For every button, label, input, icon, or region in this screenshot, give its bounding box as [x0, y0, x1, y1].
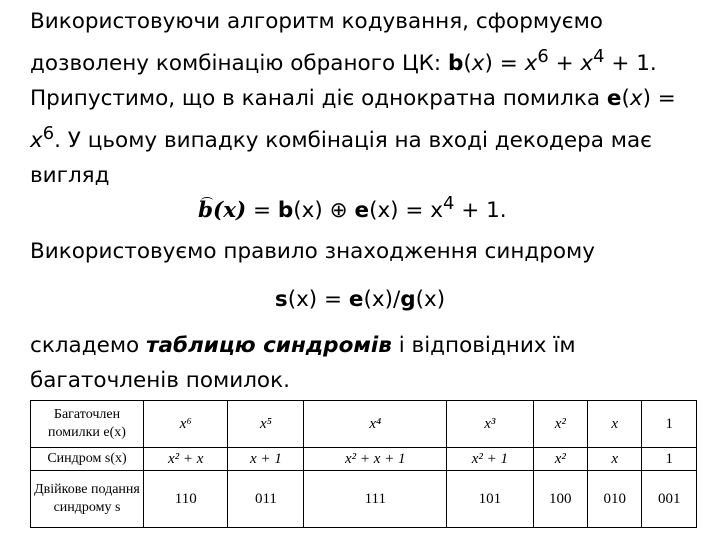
formula-syndrome — [0, 282, 720, 317]
text: складемо — [30, 333, 147, 358]
row-header: Синдром s(x) — [31, 448, 144, 471]
text: ) = — [484, 51, 525, 77]
var-x: x — [30, 128, 43, 154]
table-cell: x² — [533, 401, 587, 448]
exponent: 6 — [537, 46, 549, 67]
var-b: b — [448, 51, 464, 77]
table-cell: x² + 1 — [447, 448, 533, 471]
table-cell: 011 — [228, 471, 304, 528]
table-cell: 1 — [642, 448, 697, 471]
text: Використовуючи алгоритм кодування, сформуємо дозволену комбінацію обраного ЦК: — [30, 9, 603, 77]
table-cell: x² — [533, 448, 587, 471]
var-x: x — [430, 198, 443, 224]
text: . У цьому випадку комбінація на вході декодера має вигляд — [30, 128, 652, 189]
var-e: e — [354, 198, 370, 224]
table-cell: x — [588, 448, 642, 471]
text: (x) — [293, 198, 323, 224]
table-row — [31, 471, 697, 528]
var-x: x — [524, 51, 538, 77]
table-cell: x⁶ — [144, 401, 228, 448]
table-cell: x² + x + 1 — [304, 448, 447, 471]
paragraph-codeword — [30, 4, 700, 193]
text: = — [398, 198, 431, 224]
row-header: Двійкове подання синдрому s — [31, 471, 144, 528]
var-x: x — [471, 51, 485, 77]
table-cell: x — [588, 401, 642, 448]
table-cell: x + 1 — [228, 448, 304, 471]
paragraph-table-intro — [30, 328, 700, 398]
table-cell: 010 — [588, 471, 642, 528]
table-cell: 1 — [642, 401, 697, 448]
text: = — [246, 198, 278, 224]
b-hat: b(x) — [198, 193, 246, 228]
table-cell: 111 — [304, 471, 447, 528]
emphasis: таблицю синдромів — [146, 333, 392, 358]
table-row — [31, 401, 697, 448]
text: (x) — [415, 287, 446, 312]
table-cell: 100 — [533, 471, 587, 528]
text: ( — [621, 86, 630, 112]
table-row — [31, 448, 697, 471]
text: (x) — [369, 198, 399, 224]
text: і відповідних їм багаточленів помилок. — [30, 333, 576, 393]
text: + — [548, 51, 581, 77]
table-cell: x² + x — [144, 448, 228, 471]
text: + 1. Припустимо, що в каналі діє однократна помилка — [30, 51, 657, 112]
xor-symbol: ⊕ — [322, 198, 355, 224]
text: ( — [463, 51, 472, 77]
var-e: e — [606, 86, 622, 112]
table-cell: 001 — [642, 471, 697, 528]
var-x: x — [629, 86, 643, 112]
syndrome-table — [30, 400, 697, 528]
formula-received — [198, 186, 507, 228]
text: (x)/ — [363, 287, 401, 312]
text: + 1. — [454, 198, 507, 224]
row-header: Багаточлен помилки e(x) — [31, 401, 144, 448]
table-cell: x³ — [447, 401, 533, 448]
var-x: x — [580, 51, 594, 77]
var-s: s — [274, 287, 288, 312]
table-cell: 101 — [447, 471, 533, 528]
paragraph-syndrome-rule: Використовуємо правило знаходження синдрому — [30, 239, 595, 264]
var-e: e — [348, 287, 364, 312]
table-cell: 110 — [144, 471, 228, 528]
table-cell: x⁵ — [228, 401, 304, 448]
var-g: g — [400, 287, 416, 312]
var-b: b — [277, 198, 294, 224]
exponent: 4 — [442, 193, 455, 214]
table-cell: x⁴ — [304, 401, 447, 448]
text: ) = — [642, 86, 676, 112]
text: (x) = — [287, 287, 349, 312]
exponent: 4 — [593, 46, 605, 67]
exponent: 6 — [42, 123, 55, 145]
